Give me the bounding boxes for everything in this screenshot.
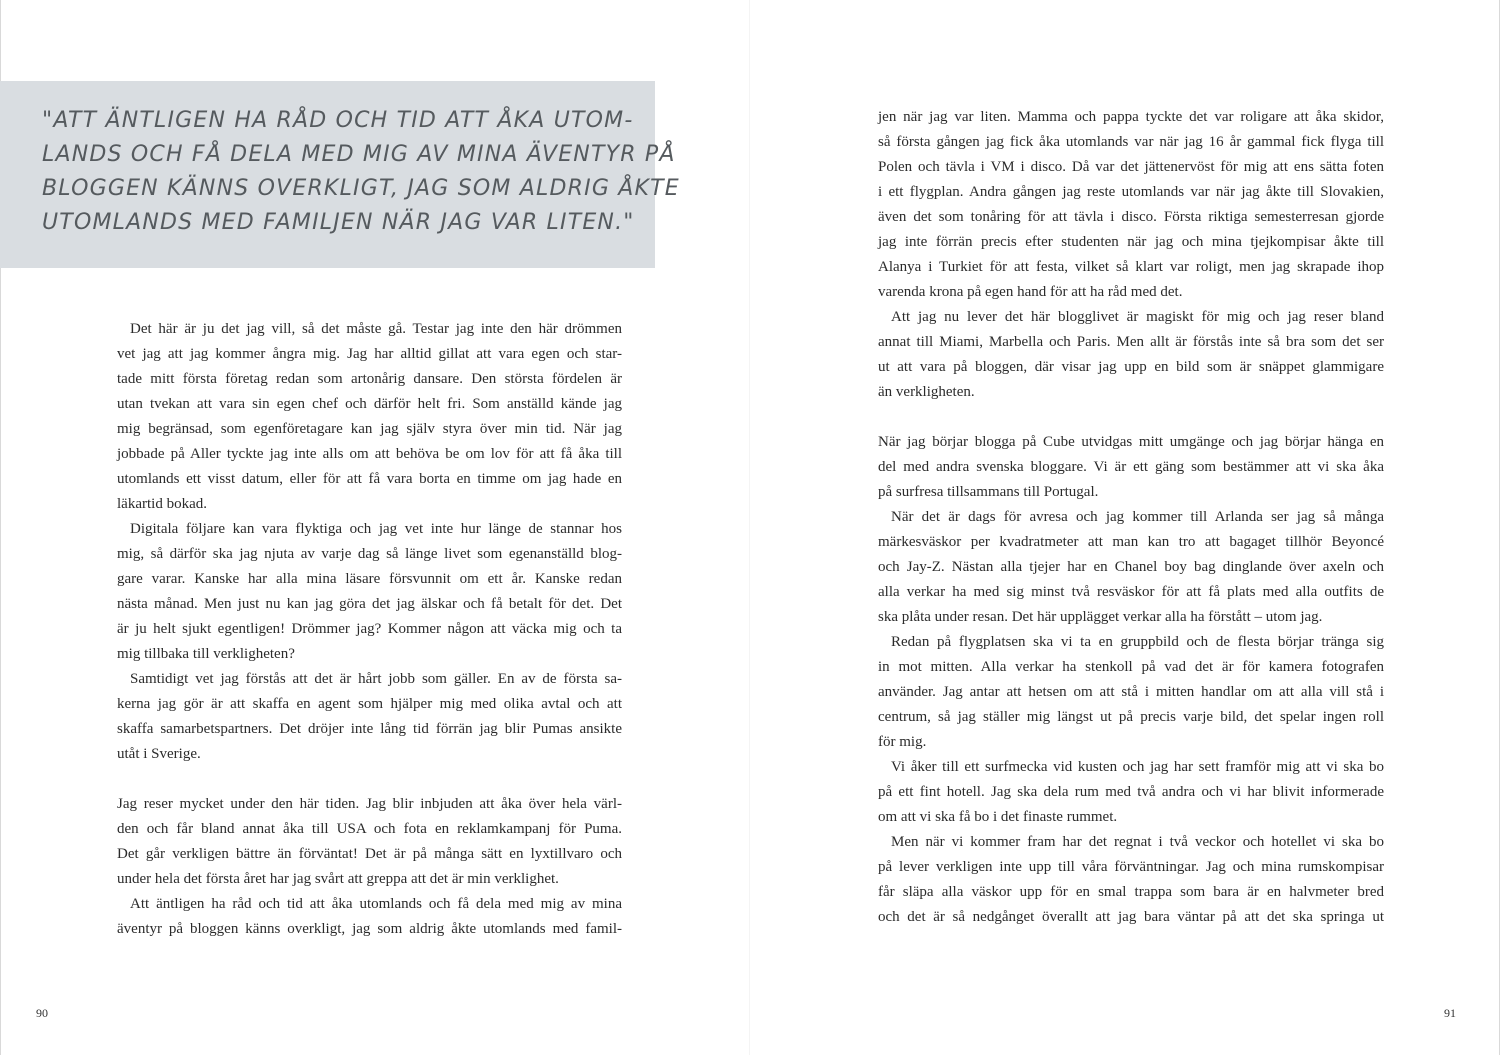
text-line: på surfresa tillsammans till Portugal. bbox=[878, 484, 1099, 500]
text-line: Det går verkligen bättre än förväntat! Det är på många sätt en lyxtillvaro och bbox=[117, 846, 622, 862]
text-line: utomlands ett visst datum, eller för att få vara borta en timme om jag hade en bbox=[117, 471, 622, 487]
text-line: Det här är ju det jag vill, så det måste gå. Testar jag inte den här drömmen bbox=[130, 321, 622, 337]
text-line: Vi åker till ett surfmecka vid kusten och jag har sett framför mig att vi ska bo bbox=[891, 759, 1384, 775]
text-line: Att äntligen ha råd och tid att åka utomlands och få dela med mig av mina bbox=[130, 896, 622, 912]
text-line: kerna jag gör är att skaffa en agent som hjälper mig med olika avtal och att bbox=[117, 696, 622, 712]
text-line: Men när vi kommer fram har det regnat i två veckor och hotellet vi ska bo bbox=[891, 834, 1384, 850]
text-line: får släpa alla väskor upp för en smal trappa som bara är en halvmeter bred bbox=[878, 884, 1384, 900]
text-line: Jag reser mycket under den här tiden. Jag blir inbjuden att åka över hela värl- bbox=[117, 796, 622, 812]
text-line: läkartid bokad. bbox=[117, 496, 207, 512]
text-line: under hela det första året har jag svårt att greppa att det är min verklighet. bbox=[117, 871, 559, 887]
text-line: och det är så nedgånget överallt att jag bara väntar på att det ska springa ut bbox=[878, 909, 1384, 925]
text-line: centrum, så jag ställer mig längst ut på precis varje bild, det spelar ingen roll bbox=[878, 709, 1384, 725]
pull-quote-line: LANDS OCH FÅ DELA MED MIG AV MINA ÄVENTYR PÅ bbox=[42, 142, 676, 167]
pull-quote-line: BLOGGEN KÄNNS OVERKLIGT, JAG SOM ALDRIG ÅKTE bbox=[42, 176, 680, 201]
text-line: tade mitt första företag redan som artonårig dansare. Den största fördelen är bbox=[117, 371, 622, 387]
text-line: mig, så därför ska jag njuta av varje dag så länge livet som egenanställd blog- bbox=[117, 546, 622, 562]
left-body-text bbox=[117, 317, 622, 942]
text-line: annat till Miami, Marbella och Paris. Men allt är förstås inte så bra som det ser bbox=[878, 334, 1384, 350]
text-line: den och får bland annat åka till USA och fota en reklamkampanj för Puma. bbox=[117, 821, 622, 837]
text-line: utan tvekan att vara sin egen chef och därför helt fri. Som anställd kände jag bbox=[117, 396, 622, 412]
text-line: del med andra svenska bloggare. Vi är ett gäng som bestämmer att vi ska åka bbox=[878, 459, 1384, 475]
text-line: om att vi ska få bo i det finaste rummet. bbox=[878, 809, 1118, 825]
text-line: När det är dags för avresa och jag kommer till Arlanda ser jag så många bbox=[891, 509, 1384, 525]
text-line: vet jag att jag kommer ångra mig. Jag har alltid gillat att vara egen och star- bbox=[117, 346, 622, 362]
text-line: Redan på flygplatsen ska vi ta en gruppbild och de flesta börjar tränga sig bbox=[891, 634, 1384, 650]
text-line: När jag börjar blogga på Cube utvidgas mitt umgänge och jag börjar hänga en bbox=[878, 434, 1384, 450]
pull-quote-line: "ATT ÄNTLIGEN HA RÅD OCH TID ATT ÅKA UTOM- bbox=[42, 108, 634, 133]
text-line: än verkligheten. bbox=[878, 384, 975, 400]
text-line: märkesväskor per kvadratmeter att man kan tro att bagaget tillhör Beyoncé bbox=[878, 534, 1384, 550]
text-line: ut att vara på bloggen, där visar jag upp en bild som är snäppet glammigare bbox=[878, 359, 1384, 375]
text-line: på ett fint hotell. Jag ska dela rum med två andra och vi har blivit informerade bbox=[878, 784, 1384, 800]
text-line: gare varar. Kanske har alla mina läsare försvunnit om ett år. Kanske redan bbox=[117, 571, 622, 587]
text-line: Digitala följare kan vara flyktiga och jag vet inte hur länge de stannar hos bbox=[130, 521, 622, 537]
text-line: Alanya i Turkiet för att festa, vilket så klart var roligt, men jag skrapade ihop bbox=[878, 259, 1384, 275]
text-line: använder. Jag antar att hetsen om att stå i mitten handlar om att alla vill stå i bbox=[878, 684, 1384, 700]
text-line: mig tillbaka till verkligheten? bbox=[117, 646, 295, 662]
text-line: Samtidigt vet jag förstås att det är hårt jobb som gäller. En av de första sa- bbox=[130, 671, 622, 687]
text-line: äventyr på bloggen känns overkligt, jag som aldrig åkte utomlands med famil- bbox=[117, 921, 622, 937]
pull-quote-line: UTOMLANDS MED FAMILJEN NÄR JAG VAR LITEN." bbox=[42, 210, 635, 235]
text-line: alla verkar ha med sig minst två resväskor för att få plats med alla outfits de bbox=[878, 584, 1384, 600]
right-body-text bbox=[878, 105, 1384, 930]
page-number-right: 91 bbox=[1444, 1006, 1456, 1020]
text-line: Polen och tävla i VM i disco. Då var det jättenervöst för mig att ens sätta foten bbox=[878, 159, 1384, 175]
text-line: in mot mitten. Alla verkar ha stenkoll på vad det är för kamera fotografen bbox=[878, 659, 1384, 675]
text-line: är ju helt sjukt egentligen! Drömmer jag? Kommer någon att väcka mig och ta bbox=[117, 621, 622, 637]
paragraph-gap bbox=[117, 767, 622, 792]
text-line: för mig. bbox=[878, 734, 927, 750]
text-line: utåt i Sverige. bbox=[117, 746, 201, 762]
pull-quote bbox=[42, 104, 680, 240]
text-line: på lever verkligen inte upp till våra förväntningar. Jag och mina rumskompisar bbox=[878, 859, 1384, 875]
text-line: jen när jag var liten. Mamma och pappa tyckte det var roligare att åka skidor, bbox=[878, 109, 1384, 125]
text-line: skaffa samarbetspartners. Det dröjer inte lång tid förrän jag blir Pumas ansikte bbox=[117, 721, 622, 737]
right-page bbox=[750, 0, 1500, 1055]
text-line: även det som tonåring för att tävla i disco. Första riktiga semesterresan gjorde bbox=[878, 209, 1384, 225]
page-number-left: 90 bbox=[36, 1006, 48, 1020]
text-line: jag inte förrän precis efter studenten när jag och mina tjejkompisar åkte till bbox=[878, 234, 1384, 250]
text-line: så första gången jag fick åka utomlands var när jag 16 år gammal fick flyga till bbox=[878, 134, 1384, 150]
text-line: varenda krona på egen hand för att ha råd med det. bbox=[878, 284, 1183, 300]
text-line: i ett flygplan. Andra gången jag reste utomlands var när jag åkte till Slovakien, bbox=[878, 184, 1384, 200]
paragraph-gap bbox=[878, 405, 1384, 430]
text-line: Att jag nu lever det här blogglivet är magiskt för mig och jag reser bland bbox=[891, 309, 1384, 325]
text-line: jobbade på Aller tyckte jag inte alls om att behöva be om lov för att få åka till bbox=[117, 446, 622, 462]
text-line: och Jay-Z. Nästan alla tjejer har en Chanel boy bag dinglande över axeln och bbox=[878, 559, 1384, 575]
text-line: mig begränsad, som egenföretagare kan jag själv styra över min tid. När jag bbox=[117, 421, 622, 437]
text-line: nästa månad. Men just nu kan jag göra det jag älskar och få betalt för det. Det bbox=[117, 596, 622, 612]
text-line: ska plåta under resan. Det här upplägget verkar alla ha förstått – utom jag. bbox=[878, 609, 1323, 625]
